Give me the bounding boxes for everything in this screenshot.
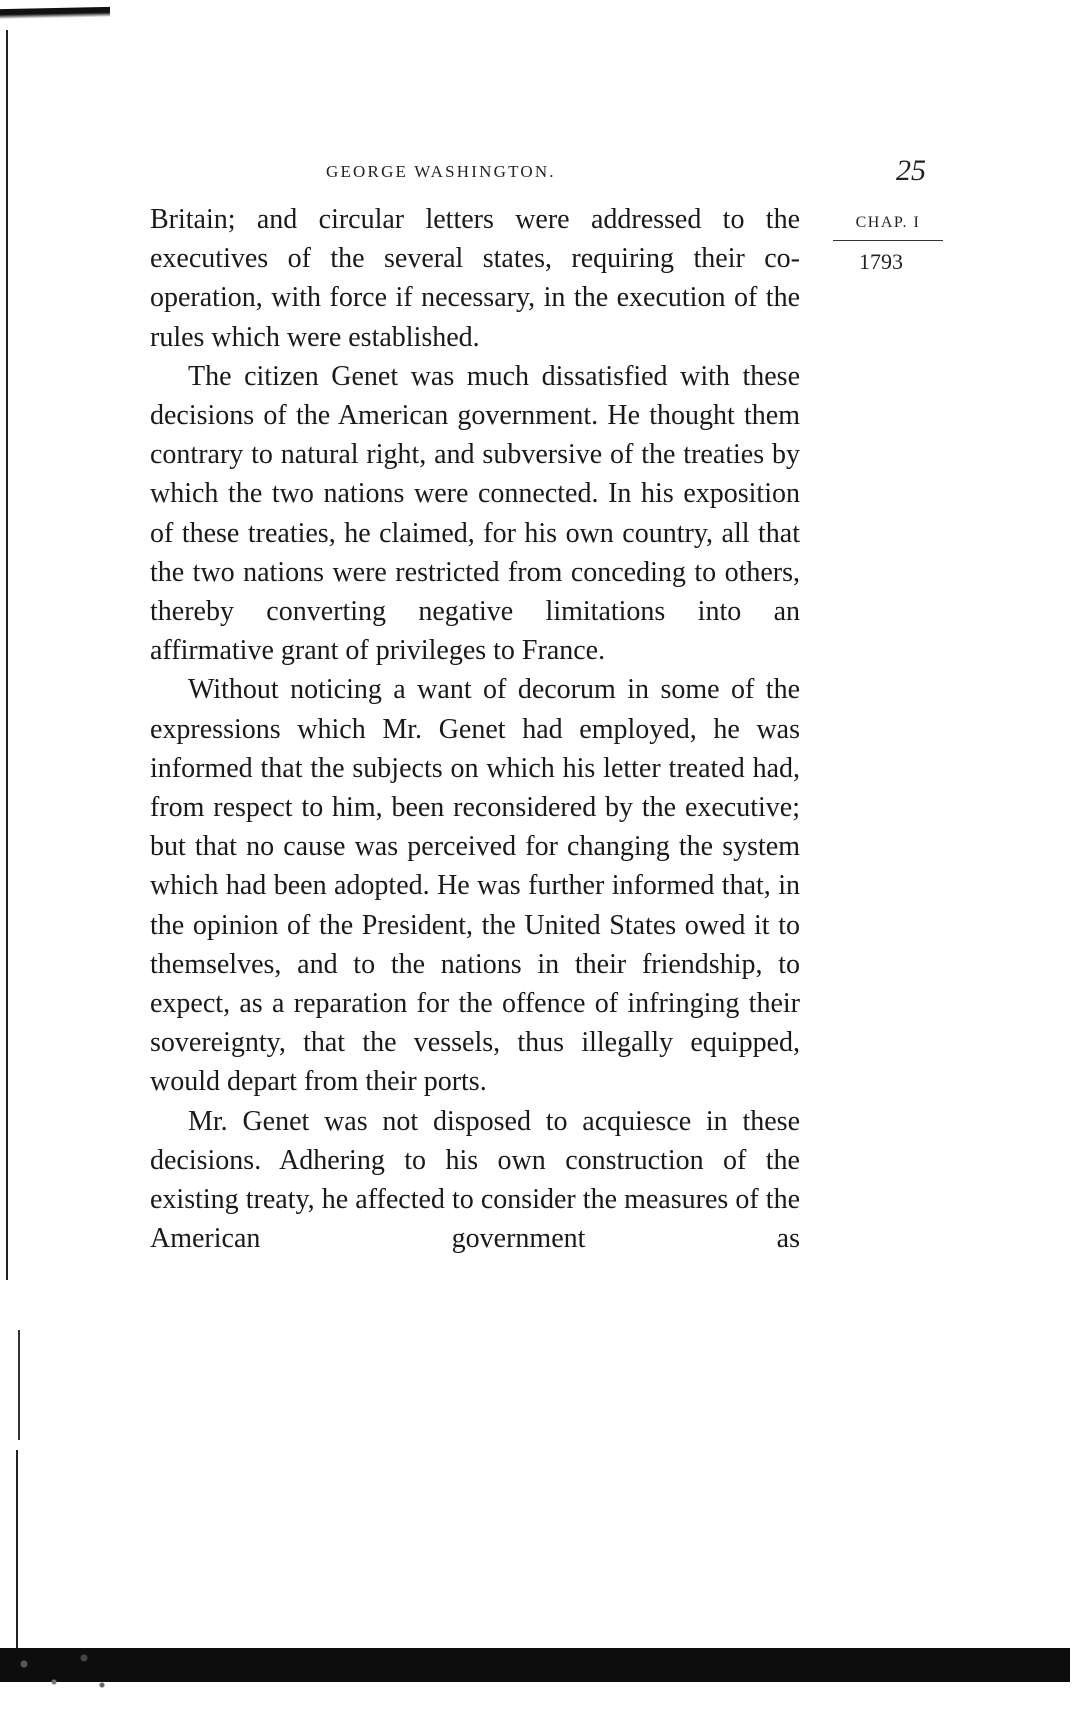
paragraph-4: Mr. Genet was not disposed to acquiesce in these decisions. Adhering to his own construction of the existing treaty, he affected to consider the measures of the American government as xyxy=(150,1105,800,1255)
scan-edge-left-bottom xyxy=(16,1450,18,1650)
scan-speckle xyxy=(0,1640,120,1700)
paragraph-1: Britain; and circular letters were addressed to the executives of the several states, requiring their co-operation, with force if necessary, in the execution of the rules which were established. xyxy=(150,204,800,353)
body-text xyxy=(150,200,800,1258)
paragraph-2: The citizen Genet was much dissatisfied with these decisions of the American government. He thought them contrary to natural right, and subversive of the treaties by which the two nations were connected. In his exposition of these treaties, he claimed, for his own country, all that the two nations were restricted from conceding to others, thereby converting negative limitations into an affirmative grant of privileges to France. xyxy=(150,360,800,667)
running-head xyxy=(150,154,960,192)
margin-chapter: CHAP. I xyxy=(855,214,921,231)
margin-rule xyxy=(833,240,943,241)
running-title: GEORGE WASHINGTON. xyxy=(326,162,556,181)
margin-note xyxy=(833,214,943,275)
scan-edge-bottom xyxy=(0,1648,1070,1682)
paragraph-3: Without noticing a want of decorum in some of the expressions which Mr. Genet had employed, he was informed that the subjects on which his letter treated had, from respect to him, been reconsidered by the executive; but that no cause was perceived for changing the system which had been adopted. He was further informed that, in the opinion of the President, the United States owed it to themselves, and to the nations in their friendship, to expect, as a reparation for the offence of infringing their sovereignty, that the vessels, thus illegally equipped, would depart from their ports. xyxy=(150,674,800,1098)
margin-year: 1793 xyxy=(859,249,903,274)
scan-edge-left-lower xyxy=(18,1330,20,1440)
scan-edge-top xyxy=(0,7,110,19)
page-number: 25 xyxy=(896,154,926,187)
scan-edge-left xyxy=(6,30,8,1280)
